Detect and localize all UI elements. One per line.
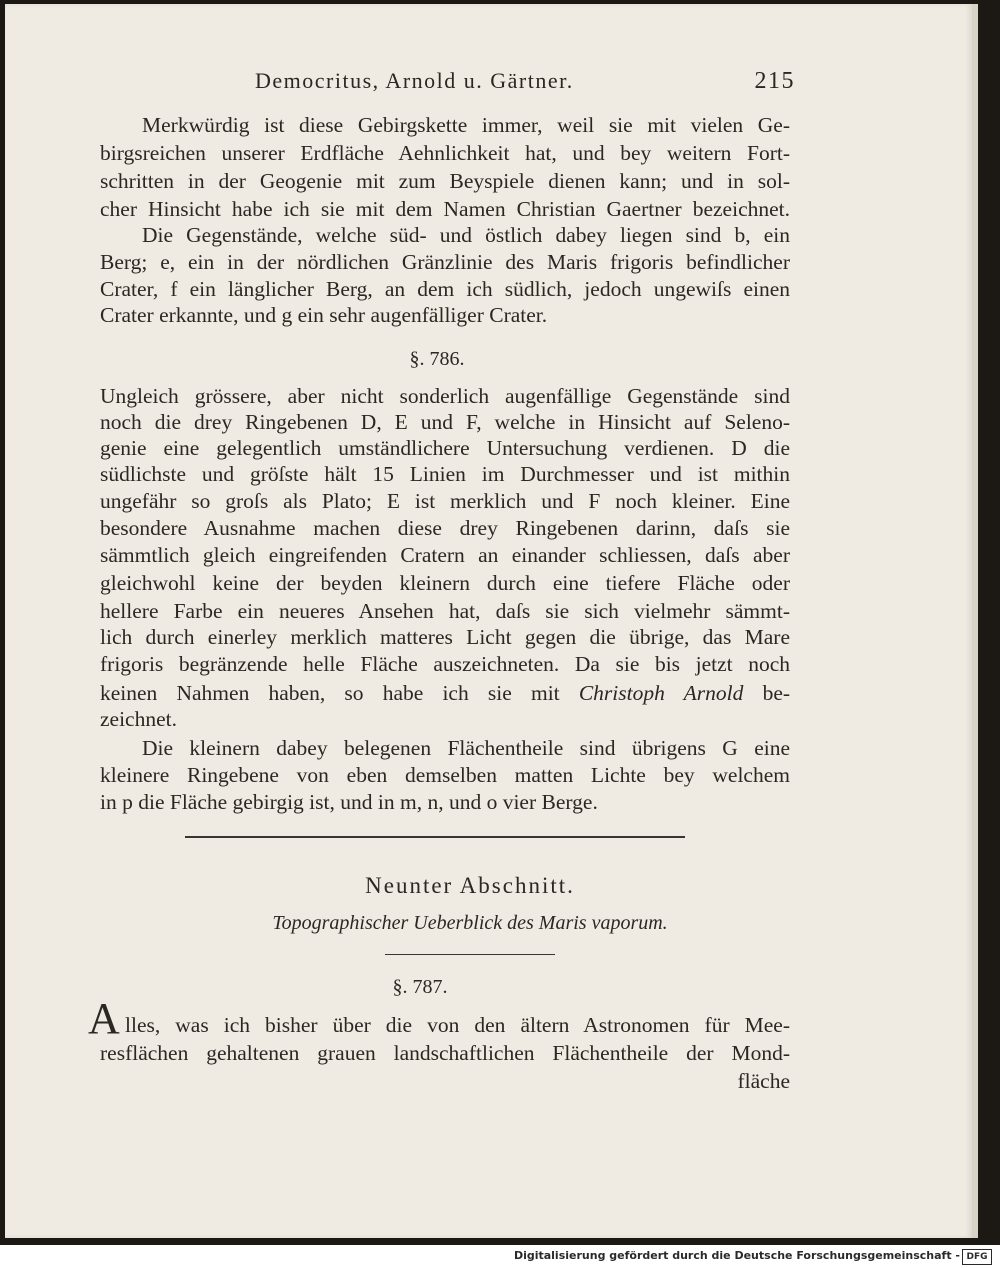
text-line: Crater, f ein länglicher Berg, an dem ich südlich, jedoch ungewiſs einen — [100, 277, 790, 301]
dfg-logo-icon: DFG — [962, 1249, 992, 1265]
footer-bar — [0, 1245, 1000, 1268]
text-line: sämmtlich gleich eingreifenden Cratern an einander schliessen, daſs aber — [100, 543, 790, 567]
running-header — [255, 68, 795, 102]
text-line-with-name — [100, 680, 790, 706]
text-line: ungefähr so groſs als Plato; E ist merklich und F noch kleiner. Eine — [100, 489, 790, 513]
text-line: birgsreichen unserer Erdfläche Aehnlichkeit hat, und bey weitern Fort- — [100, 141, 790, 165]
text-line: Crater erkannte, und g ein sehr augenfälliger Crater. — [100, 303, 548, 327]
text-line: lich durch einerley merklich matteres Licht gegen die übrige, das Mare — [100, 625, 790, 649]
text-line: noch die drey Ringebenen D, E und F, welche in Hinsicht auf Seleno- — [100, 410, 790, 434]
text-line: zeichnet. — [100, 707, 177, 731]
text-line: Berg; e, ein in der nördlichen Gränzlinie des Maris frigoris befindlicher — [100, 250, 790, 274]
text-fragment: be- — [762, 681, 791, 705]
running-title: Democritus, Arnold u. Gärtner. — [255, 68, 574, 93]
text-line: genie eine gelegentlich umständlichere Untersuchung verdienen. D die — [100, 436, 790, 460]
page-edge — [972, 4, 978, 1238]
text-line: Ungleich grössere, aber nicht sonderlich augenfällige Gegenstände sind — [100, 384, 790, 408]
catchword: fläche — [737, 1069, 790, 1093]
page-number: 215 — [754, 68, 795, 94]
text-line: schritten in der Geogenie mit zum Beyspiele dienen kann; und in sol- — [100, 169, 790, 193]
text-line: besondere Ausnahme machen diese drey Ringebenen darinn, daſs sie — [100, 516, 790, 540]
text-line: in p die Fläche gebirgig ist, und in m, n, und o vier Berge. — [100, 790, 598, 814]
chapter-subtitle: Topographischer Ueberblick des Maris vaporum. — [272, 912, 668, 934]
proper-name: Christoph Arnold — [578, 681, 744, 705]
initial-letter: A — [88, 994, 120, 1043]
text-line: frigoris begränzende helle Fläche auszeichneten. Da sie bis jetzt noch — [100, 652, 790, 676]
funding-notice: Digitalisierung gefördert durch die Deutsche Forschungsgemeinschaft - — [513, 1249, 960, 1262]
section-heading-787: §. 787. — [392, 976, 448, 998]
text-line: resflächen gehaltenen grauen landschaftlichen Flächentheile der Mond- — [100, 1041, 790, 1065]
text-line: lles, was ich bisher über die von den ältern Astronomen für Mee- — [125, 1013, 790, 1037]
text-line: Die kleinern dabey belegenen Flächentheile sind übrigens G eine — [142, 736, 790, 760]
text-line: südlichste und gröſste hält 15 Linien im Durchmesser und ist mithin — [100, 462, 790, 486]
text-line: gleichwohl keine der beyden kleinern durch eine tiefere Fläche oder — [100, 571, 790, 595]
text-line: Die Gegenstände, welche süd- und östlich dabey liegen sind b, ein — [142, 223, 790, 247]
chapter-title: Neunter Abschnitt. — [365, 873, 575, 898]
title-divider — [385, 954, 555, 955]
text-line: hellere Farbe ein neueres Ansehen hat, daſs sie sich vielmehr sämmt- — [100, 599, 790, 623]
text-fragment: keinen Nahmen haben, so habe ich sie mit — [100, 681, 560, 705]
section-divider — [185, 836, 685, 838]
text-line: cher Hinsicht habe ich sie mit dem Namen Christian Gaertner bezeichnet. — [100, 197, 790, 221]
section-heading-786: §. 786. — [409, 348, 465, 370]
text-line: kleinere Ringebene von eben demselben matten Lichte bey welchem — [100, 763, 790, 787]
text-line: Merkwürdig ist diese Gebirgskette immer, weil sie mit vielen Ge- — [142, 113, 790, 137]
